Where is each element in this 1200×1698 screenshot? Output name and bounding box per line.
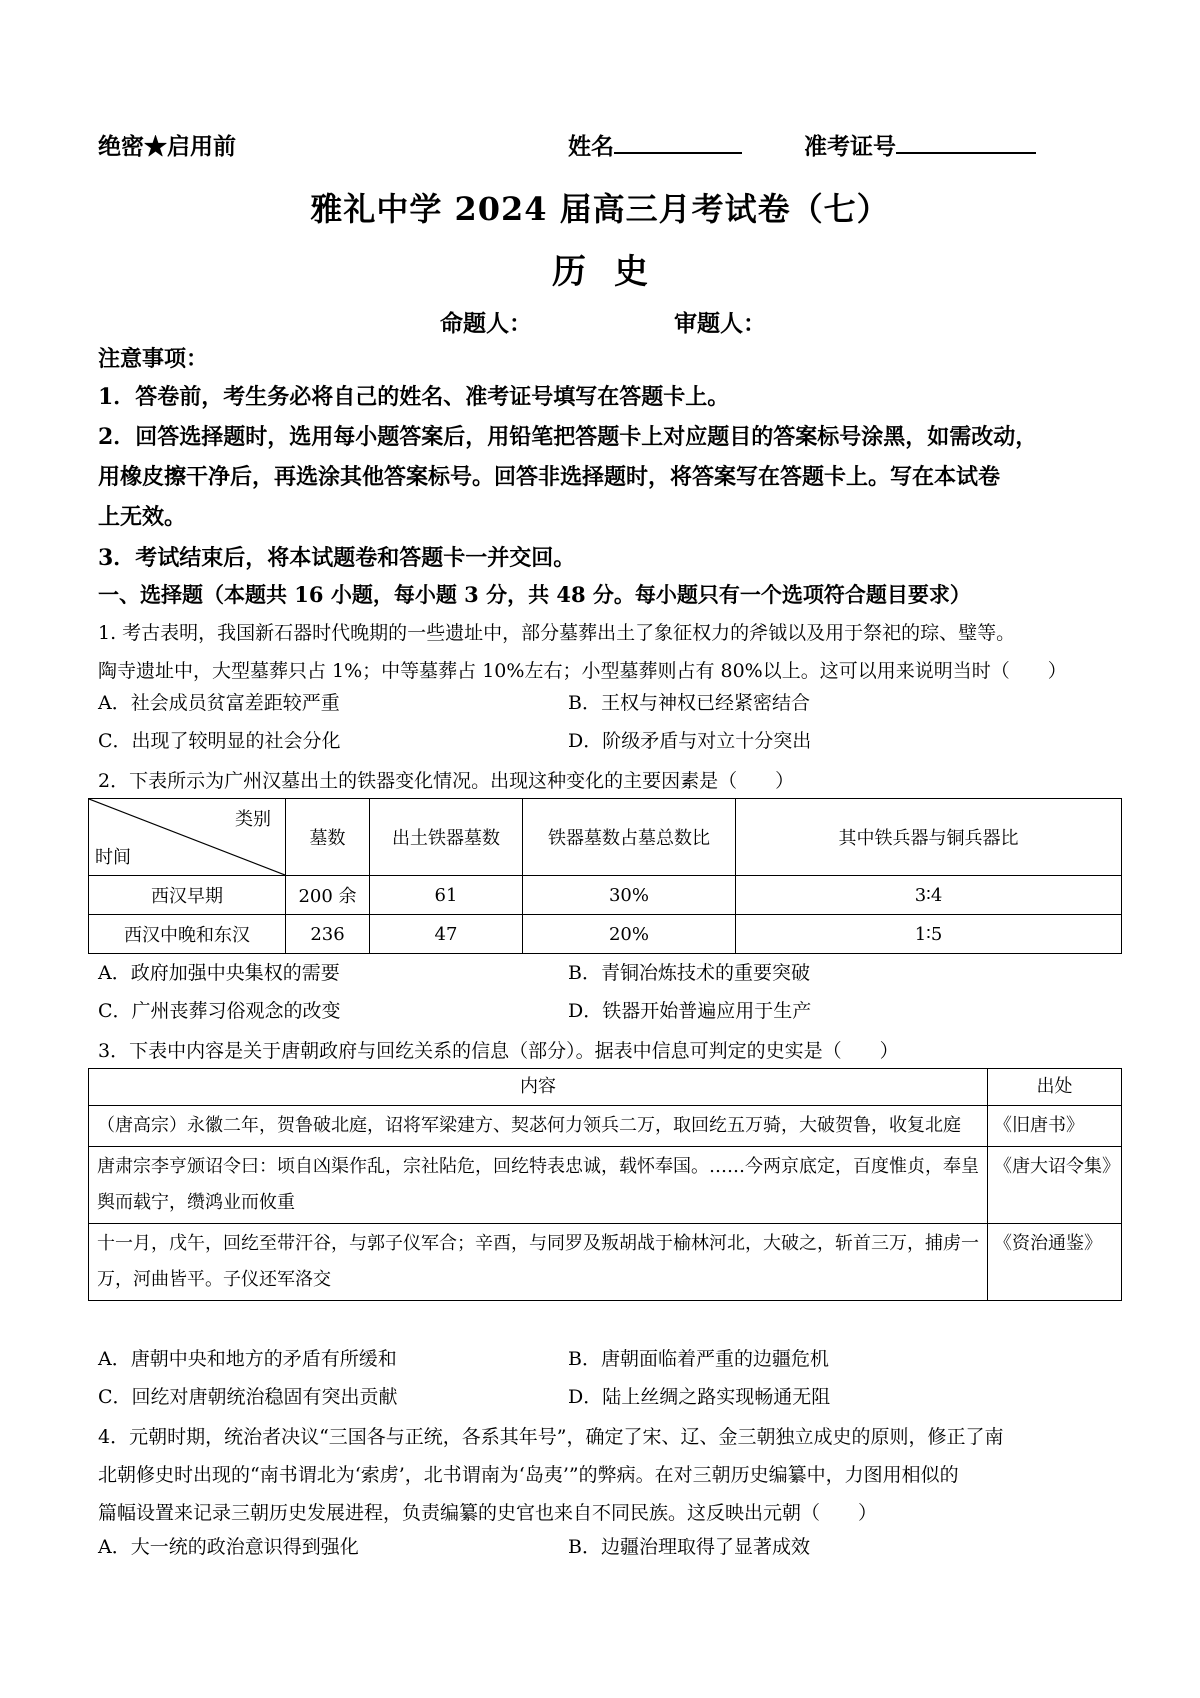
exam-id-label: 准考证号 [804, 133, 896, 160]
table-header: 其中铁兵器与铜兵器比 [736, 799, 1122, 876]
table-row [89, 876, 1122, 915]
confidential-label: 绝密★启用前 [98, 133, 236, 160]
exam-id-blank[interactable] [896, 130, 1036, 154]
table-cell: 《旧唐书》 [988, 1106, 1122, 1147]
q1-stem-line: 1. 考古表明，我国新石器时代晚期的一些遗址中，部分墓葬出土了象征权力的斧钺以及用于祭祀的琮、璧等。 [98, 622, 1016, 644]
q4-stem-line: 篇幅设置来记录三朝历史发展进程，负责编纂的史官也来自不同民族。这反映出元朝（ ） [98, 1502, 878, 1524]
table-cell: 236 [286, 915, 370, 954]
exam-title: 雅礼中学 2024 届高三月考试卷（七） [310, 190, 890, 228]
table-cell: 西汉中晚和东汉 [89, 915, 286, 954]
table-row [89, 1224, 1122, 1301]
notice-item: 1．答卷前，考生务必将自己的姓名、准考证号填写在答题卡上。 [98, 384, 730, 410]
table-cell: 《资治通鉴》 [988, 1224, 1122, 1301]
table-cell: 《唐大诏令集》 [988, 1147, 1122, 1224]
corner-bottom-label: 时间 [95, 847, 131, 868]
table-row [89, 1106, 1122, 1147]
table-header: 内容 [89, 1069, 988, 1106]
table-header: 出土铁器墓数 [370, 799, 523, 876]
table-cell: 1∶5 [736, 915, 1122, 954]
q4-option-a[interactable]: A．大一统的政治意识得到强化 [98, 1536, 359, 1558]
table-cell: 3∶4 [736, 876, 1122, 915]
q3-option-b[interactable]: B．唐朝面临着严重的边疆危机 [568, 1348, 829, 1370]
table-cell: 十一月，戊午，回纥至带汗谷，与郭子仪军合；辛酉，与同罗及叛胡战于榆林河北，大破之，斩首三万，捕虏一万，河曲皆平。子仪还军洛交 [89, 1224, 988, 1301]
q1-option-b[interactable]: B．王权与神权已经紧密结合 [568, 692, 810, 714]
q2-option-c[interactable]: C．广州丧葬习俗观念的改变 [98, 1000, 341, 1022]
q3-option-c[interactable]: C．回纥对唐朝统治稳固有突出贡献 [98, 1386, 398, 1408]
q1-option-c[interactable]: C．出现了较明显的社会分化 [98, 730, 341, 752]
table-cell: 20% [523, 915, 736, 954]
notice-item: 2．回答选择题时，选用每小题答案后，用铅笔把答题卡上对应题目的答案标号涂黑，如需改动， [98, 424, 1038, 450]
q3-option-a[interactable]: A．唐朝中央和地方的矛盾有所缓和 [98, 1348, 397, 1370]
table-row [89, 1147, 1122, 1224]
table-cell: 47 [370, 915, 523, 954]
q1-stem-line: 陶寺遗址中，大型墓葬只占 1%；中等墓葬占 10%左右；小型墓葬则占有 80%以上。这可以用来说明当时（ ） [98, 660, 1067, 682]
q3-stem: 3．下表中内容是关于唐朝政府与回纥关系的信息（部分）。据表中信息可判定的史实是（ ） [98, 1040, 899, 1062]
notice-heading: 注意事项： [98, 346, 209, 372]
table-header: 墓数 [286, 799, 370, 876]
q1-option-d[interactable]: D．阶级矛盾与对立十分突出 [568, 730, 812, 752]
table-corner-header [89, 799, 286, 876]
table-cell: 30% [523, 876, 736, 915]
q4-stem-line: 4．元朝时期，统治者决议“三国各与正统，各系其年号”，确定了宋、辽、金三朝独立成史的原则，修正了南 [98, 1426, 1004, 1448]
q4-option-b[interactable]: B．边疆治理取得了显著成效 [568, 1536, 810, 1558]
q2-stem: 2．下表所示为广州汉墓出土的铁器变化情况。出现这种变化的主要因素是（ ） [98, 770, 795, 792]
notice-item: 用橡皮擦干净后，再选涂其他答案标号。回答非选择题时，将答案写在答题卡上。写在本试卷 [98, 464, 1001, 490]
q3-option-d[interactable]: D．陆上丝绸之路实现畅通无阻 [568, 1386, 831, 1408]
name-blank[interactable] [614, 130, 742, 154]
table-header: 铁器墓数占墓总数比 [523, 799, 736, 876]
q2-option-a[interactable]: A．政府加强中央集权的需要 [98, 962, 340, 984]
question-setter: 命题人： [440, 310, 532, 337]
name-field[interactable] [568, 128, 742, 161]
section-heading: 一、选择题（本题共 16 小题，每小题 3 分，共 48 分。每小题只有一个选项符合题目要求） [98, 582, 971, 607]
table-cell: 200 余 [286, 876, 370, 915]
exam-id-field[interactable] [804, 128, 1036, 161]
notice-item: 3．考试结束后，将本试题卷和答题卡一并交回。 [98, 545, 576, 571]
notice-item: 上无效。 [98, 504, 187, 530]
name-label: 姓名 [568, 133, 614, 160]
corner-top-label: 类别 [235, 809, 271, 830]
table-cell: 唐肃宗李亨颁诏令曰：顷自凶渠作乱，宗社阽危，回纥特表忠诚，载怀奉国。……今两京底定，百度惟贞，奉皇舆而载宁，缵鸿业而攸重 [89, 1147, 988, 1224]
table-cell: 61 [370, 876, 523, 915]
q2-iron-table [88, 798, 1122, 954]
table-row [89, 915, 1122, 954]
q3-source-table [88, 1068, 1122, 1301]
q4-stem-line: 北朝修史时出现的“南书谓北为‘索虏’，北书谓南为‘岛夷’”的弊病。在对三朝历史编纂中，力图用相似的 [98, 1464, 959, 1486]
q1-option-a[interactable]: A．社会成员贫富差距较严重 [98, 692, 340, 714]
q2-option-b[interactable]: B．青铜冶炼技术的重要突破 [568, 962, 810, 984]
question-reviewer: 审题人： [674, 310, 766, 337]
q2-option-d[interactable]: D．铁器开始普遍应用于生产 [568, 1000, 812, 1022]
table-cell: 西汉早期 [89, 876, 286, 915]
table-header: 出处 [988, 1069, 1122, 1106]
subject-title: 历史 [552, 252, 676, 292]
table-cell: （唐高宗）永徽二年，贺鲁破北庭，诏将军梁建方、契苾何力领兵二万，取回纥五万骑，大破贺鲁，收复北庭 [89, 1106, 988, 1147]
